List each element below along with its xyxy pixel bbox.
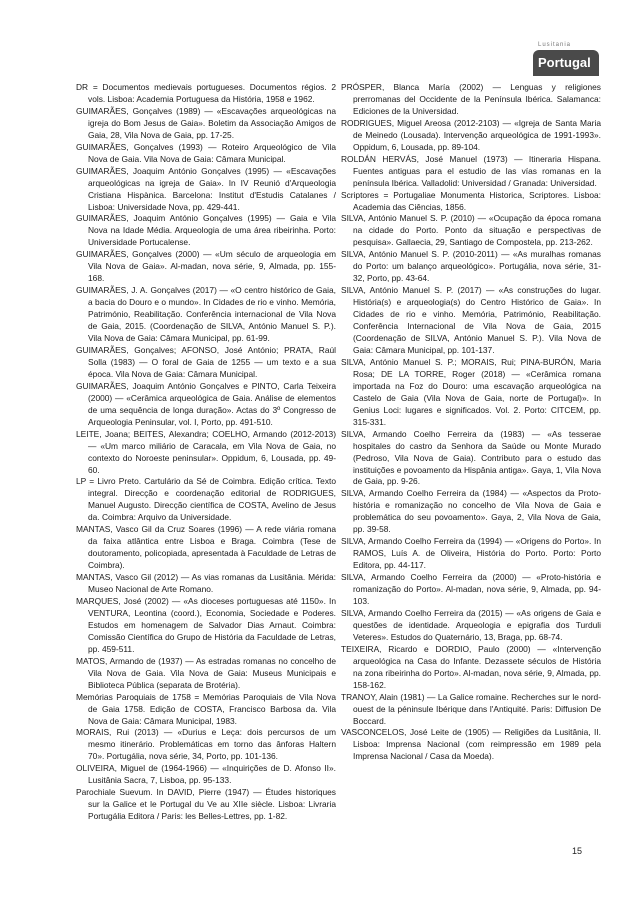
reference-entry: RODRIGUES, Miguel Areosa (2012-2103) — «Igreja de Santa Maria de Meinedo (Lousada). Intervenção arqueológica de 1991-1993». Oppidum, 6, Lousada, pp. 89-104. [341, 117, 601, 152]
reference-entry: MANTAS, Vasco Gil (2012) — As vias romanas da Lusitânia. Mérida: Museo Nacional de Arte Romano. [76, 572, 336, 595]
reference-entry: SILVA, Armando Coelho Ferreira da (2015) — «As origens de Gaia e questões de identidade. Arqueologia e epigrafia dos Turduli Veteres». Estudos do Quaternário, 13, Braga, pp. 68-74. [341, 607, 601, 642]
reference-entry: GUIMARÃES, Joaquim António Gonçalves (1995) — Gaia e Vila Nova na Idade Média. Arqueologia de uma área ribeirinha. Porto: Universidade Portucalense. [76, 213, 336, 248]
reference-entry: MARQUES, José (2002) — «As dioceses portuguesas até 1150». In VENTURA, Leontina (coord.), Economia, Sociedade e Poderes. Estudos em homenagem de Salvador Dias Arnaut. Coimbra: Comissão Científica do Grupo de História da Faculdade de Letras, pp. 459-511. [76, 595, 336, 654]
reference-entry: GUIMARÃES, Gonçalves; AFONSO, José António; PRATA, Raúl Solla (1983) — O foral de Gaia de 1255 — um texto e a sua época. Vila Nova de Gaia: Câmara Municipal. [76, 344, 336, 379]
reference-entry: SILVA, António Manuel S. P. (2010-2011) — «As muralhas romanas do Porto: um balanço arqueológico». Portugália, nova série, 31-32, Porto, pp. 43-64. [341, 249, 601, 284]
reference-entry: SILVA, António Manuel S. P. (2010) — «Ocupação da época romana na cidade do Porto. Ponto da situação e perspectivas de pesquisa». Gallaecia, 29, Santiago de Compostela, pp. 213-262. [341, 213, 601, 248]
reference-entry: OLIVEIRA, Miguel de (1964-1966) — «Inquirições de D. Afonso II». Lusitânia Sacra, 7, Lisboa, pp. 95-133. [76, 763, 336, 786]
reference-entry: LP = Livro Preto. Cartulário da Sé de Coimbra. Edição crítica. Texto integral. Direcção e coordenação editorial de RODRIGUES, Manuel Augusto. Direcção científica de COSTA, Avelino de Jesus da. Coimbra: Arquivo da Universidade. [76, 476, 336, 523]
header-title: Portugal [538, 55, 591, 70]
reference-entry: ROLDÁN HERVÁS, José Manuel (1973) — Itineraria Hispana. Fuentes antiguas para el estudio de las vías romanas en la península Ibérica. Valladolid: Universidad / Granada: Universidad. [341, 153, 601, 188]
reference-entry: Memórias Paroquiais de 1758 = Memórias Paroquiais de Vila Nova de Gaia 1758. Edição de COSTA, Francisco Barbosa da. Vila Nova de Gaia: Câmara Municipal, 1983. [76, 691, 336, 726]
reference-entry: GUIMARÃES, Gonçalves (1993) — Roteiro Arqueológico de Vila Nova de Gaia. Vila Nova de Gaia: Câmara Municipal. [76, 141, 336, 164]
reference-entry: MATOS, Armando de (1937) — As estradas romanas no concelho de Vila Nova de Gaia. Vila Nova de Gaia: Museus Municipais e Biblioteca Pública (separata de Brotéria). [76, 655, 336, 690]
reference-entry: SILVA, António Manuel S. P.; MORAIS, Rui; PINA-BURÓN, Maria Rosa; DE LA TORRE, Roger (2018) — «Cerâmica romana importada na Foz do Douro: uma escavação arqueológica na Castelo de Gaia (Vila Nova de Gaia, norte de Portugal)». In Genius Loci: lugares e significados. Vol. 2. Porto: CITCEM, pp. 315-331. [341, 356, 601, 427]
reference-entry: Parochiale Suevum. In DAVID, Pierre (1947) — Études historiques sur la Galice et le Portugal du Ve au XIIe siècle. Lisboa: Livraria Portugália Editora / Paris: les Belles-Lettres, pp. 1-82. [76, 787, 336, 822]
reference-entry: TEIXEIRA, Ricardo e DORDIO, Paulo (2000) — «Intervenção arqueológica na Casa do Infante. Dezassete séculos de História na zona ribeirinha do Porto». Al-madan, nova série, 9, Almada, pp. 158-162. [341, 643, 601, 690]
reference-entry: MORAIS, Rui (2013) — «Durius e Leça: dois percursos de um mesmo itinerário. Problemáticas em torno das ânforas Haltern 70». Portugália, nova série, 34, Porto, pp. 101-136. [76, 727, 336, 762]
reference-entry: GUIMARÃES, J. A. Gonçalves (2017) — «O centro histórico de Gaia, a bacia do Douro e o mundo». In Cidades de rio e vinho. Memória, Património, Reabilitação. Conferência internacional de Vila Nova de Gaia, 2015. (Coordenação de SILVA, António Manuel S. P.). Vila Nova de Gaia: Câmara Municipal, pp. 61-99. [76, 285, 336, 344]
reference-entry: MANTAS, Vasco Gil da Cruz Soares (1996) — A rede viária romana da faixa atlântica entre Lisboa e Braga. Coimbra (Tese de doutoramento, policopiada, apresentada à Faculdade de Letras de Coimbra). [76, 524, 336, 571]
header-subtitle: Lusitania [538, 42, 572, 48]
reference-entry: PRÓSPER, Blanca María (2002) — Lenguas y religiones prerromanas del Occidente de la Península Ibérica. Salamanca: Ediciones de la Universidad. [341, 82, 601, 116]
page-number: 15 [572, 846, 583, 856]
reference-entry: SILVA, António Manuel S. P. (2017) — «As construções do lugar. História(s) e arqueologia(s) do Centro Histórico de Gaia». In Cidades de rio e vinho. Memória, Património, Reabilitação. Conferência Internacional de Vila Nova de Gaia, 2015 (Coordenação de SILVA, António Manuel S. P.). Vila Nova de Gaia: Câmara Municipal, pp. 101-137. [341, 285, 601, 355]
references-right-column [341, 82, 601, 763]
reference-entry: LEITE, Joana; BEITES, Alexandra; COELHO, Armando (2012-2013) — «Um marco miliário de Caracala, em Vila Nova de Gaia, no contexto do Noroeste peninsular». Oppidum, 6, Lousada, pp. 49-60. [76, 428, 336, 475]
reference-entry: SILVA, Armando Coelho Ferreira da (1983) — «As tesserae hospitales do castro da Senhora da Saúde ou Monte Murado (Pedroso, Vila Nova de Gaia). Contributo para o estudo das instituições e povoamento da Hispânia antiga». Gaya, 1, Vila Nova de Gaia, pp. 9-26. [341, 428, 601, 487]
reference-entry: GUIMARÃES, Gonçalves (2000) — «Um século de arqueologia em Vila Nova de Gaia». Al-madan, nova série, 9, Almada, pp. 155-168. [76, 249, 336, 284]
references-left-column [76, 82, 336, 823]
reference-entry: SILVA, Armando Coelho Ferreira da (2000) — «Proto-história e romanização do Porto». Al-madan, nova série, 9, Almada, pp. 94-103. [341, 572, 601, 606]
reference-entry: TRANOY, Alain (1981) — La Galice romaine. Recherches sur le nord-ouest de la péninsule Ibérique dans l'Antiquité. Paris: Diffusion De Boccard. [341, 691, 601, 726]
reference-entry: SILVA, Armando Coelho Ferreira da (1994) — «Origens do Porto». In RAMOS, Luís A. de Oliveira, História do Porto. Porto: Porto Editora, pp. 44-117. [341, 536, 601, 571]
reference-entry: GUIMARÃES, Joaquim António Gonçalves e PINTO, Carla Teixeira (2000) — «Cerâmica arqueológica de Gaia. Análise de elementos de uma sequência de longa duração». Actas do 3º Congresso de Arqueologia Peninsular, vol. I, Porto, pp. 491-510. [76, 380, 336, 427]
reference-entry: SILVA, Armando Coelho Ferreira da (1984) — «Aspectos da Proto-história e romanização no concelho de Vila Nova de Gaia e problemática do seu povoamento». Gaya, 2, Vila Nova de Gaia, pp. 39-58. [341, 488, 601, 535]
reference-entry: Scriptores = Portugaliae Monumenta Historica, Scriptores. Lisboa: Academia das Ciências, 1856. [341, 189, 601, 212]
reference-entry: VASCONCELOS, José Leite de (1905) — Religiões da Lusitânia, II. Lisboa: Imprensa Nacional (com reimpressão em 1989 pela Imprensa Nacional / Casa da Moeda). [341, 727, 601, 762]
reference-entry: DR = Documentos medievais portugueses. Documentos régios. 2 vols. Lisboa: Academia Portuguesa da História, 1958 e 1962. [76, 82, 336, 104]
reference-entry: GUIMARÃES, Gonçalves (1989) — «Escavações arqueológicas na igreja do Bom Jesus de Gaia». Boletim da Associação Amigos de Gaia, 28, Vila Nova de Gaia, pp. 17-25. [76, 105, 336, 140]
reference-entry: GUIMARÃES, Joaquim António Gonçalves (1995) — «Escavações arqueológicas na igreja de Gaia». In IV Reunió d'Arqueologia Cristiana Hispànica. Barcelona: Institut d'Estudis Catalanes / Lisboa: Universidade Nova, pp. 429-441. [76, 165, 336, 212]
